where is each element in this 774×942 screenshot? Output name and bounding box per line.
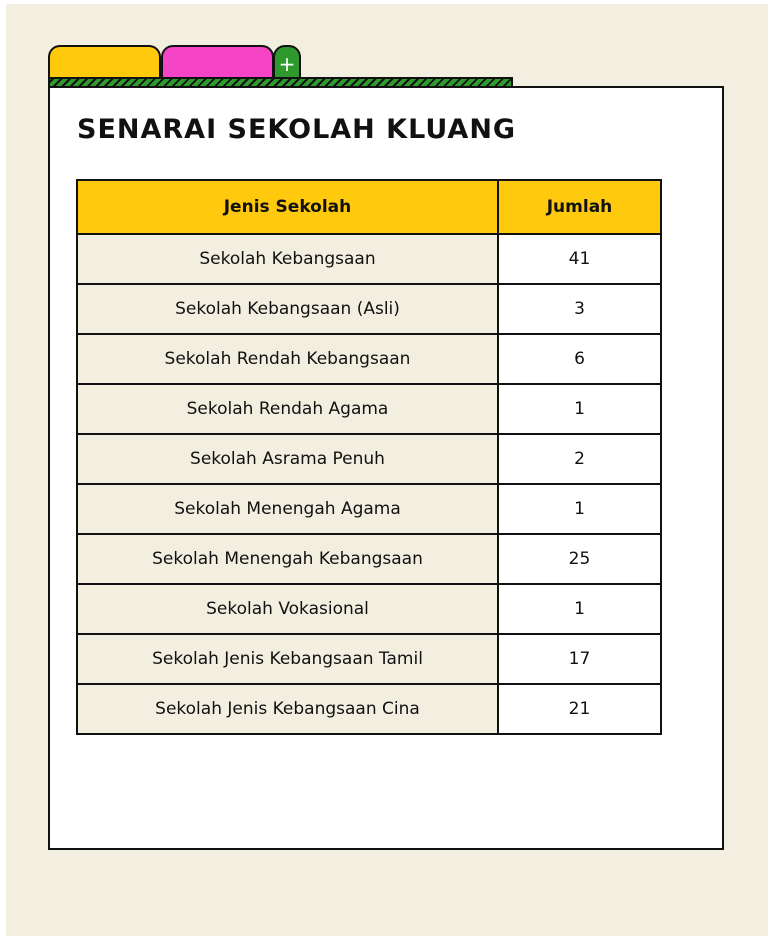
table-row bbox=[77, 234, 661, 284]
school-table-container bbox=[76, 179, 660, 735]
school-count-cell: 1 bbox=[498, 484, 661, 534]
school-type-cell: Sekolah Vokasional bbox=[77, 584, 498, 634]
school-count-cell: 1 bbox=[498, 584, 661, 634]
school-count-cell: 1 bbox=[498, 384, 661, 434]
school-type-cell: Sekolah Menengah Agama bbox=[77, 484, 498, 534]
school-count-cell: 3 bbox=[498, 284, 661, 334]
plus-icon: + bbox=[278, 52, 296, 76]
school-type-cell: Sekolah Kebangsaan (Asli) bbox=[77, 284, 498, 334]
table-row bbox=[77, 534, 661, 584]
school-count-cell: 25 bbox=[498, 534, 661, 584]
tab-pink[interactable] bbox=[161, 45, 274, 78]
school-table bbox=[76, 179, 662, 735]
school-type-cell: Sekolah Jenis Kebangsaan Tamil bbox=[77, 634, 498, 684]
school-type-cell: Sekolah Rendah Agama bbox=[77, 384, 498, 434]
hatched-tab-strip bbox=[48, 77, 513, 86]
school-count-cell: 41 bbox=[498, 234, 661, 284]
add-tab-button[interactable] bbox=[273, 45, 301, 78]
school-count-cell: 2 bbox=[498, 434, 661, 484]
table-row bbox=[77, 384, 661, 434]
school-count-cell: 6 bbox=[498, 334, 661, 384]
school-count-cell: 17 bbox=[498, 634, 661, 684]
table-row bbox=[77, 584, 661, 634]
school-count-cell: 21 bbox=[498, 684, 661, 734]
school-type-cell: Sekolah Kebangsaan bbox=[77, 234, 498, 284]
school-type-cell: Sekolah Menengah Kebangsaan bbox=[77, 534, 498, 584]
column-header-jumlah: Jumlah bbox=[498, 180, 661, 234]
table-row bbox=[77, 484, 661, 534]
table-row bbox=[77, 334, 661, 384]
table-row bbox=[77, 284, 661, 334]
school-type-cell: Sekolah Jenis Kebangsaan Cina bbox=[77, 684, 498, 734]
table-row bbox=[77, 634, 661, 684]
table-row bbox=[77, 684, 661, 734]
school-type-cell: Sekolah Rendah Kebangsaan bbox=[77, 334, 498, 384]
page-title: SENARAI SEKOLAH KLUANG bbox=[77, 114, 517, 145]
table-header-row bbox=[77, 180, 661, 234]
tab-yellow[interactable] bbox=[48, 45, 161, 78]
school-type-cell: Sekolah Asrama Penuh bbox=[77, 434, 498, 484]
column-header-jenis-sekolah: Jenis Sekolah bbox=[77, 180, 498, 234]
table-row bbox=[77, 434, 661, 484]
